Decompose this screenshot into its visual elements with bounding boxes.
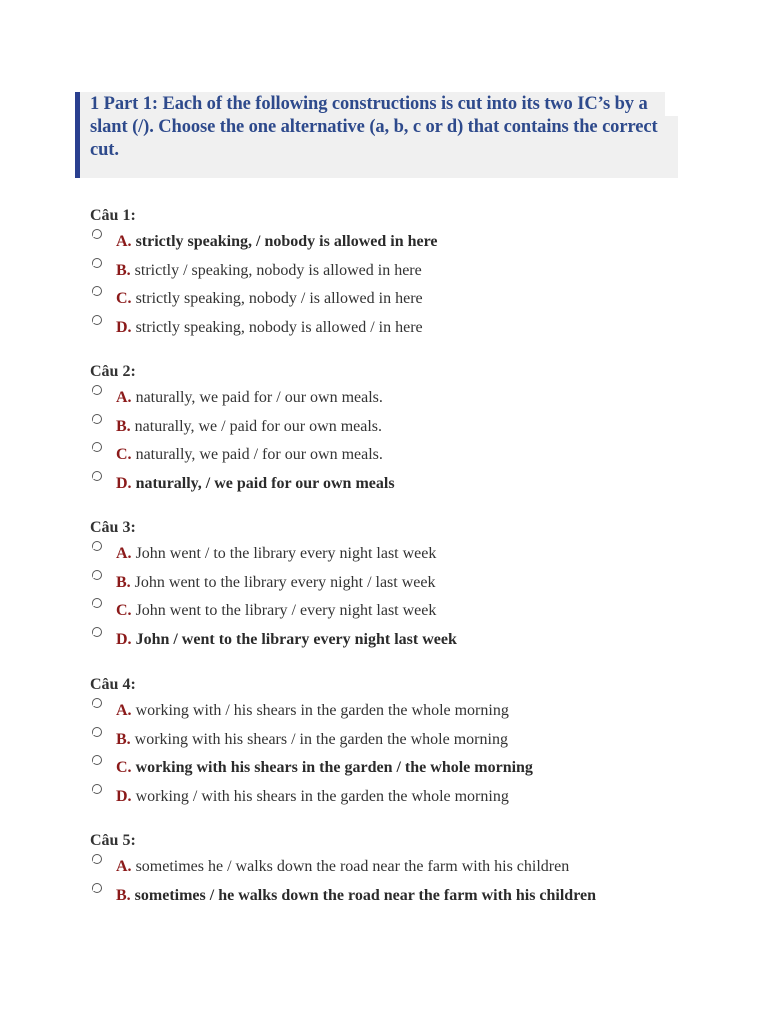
option-text xyxy=(116,758,533,778)
option-content: John went to the library / every night last week xyxy=(135,602,437,620)
option-letter: A. xyxy=(116,233,132,250)
option-content: naturally, / we paid for our own meals xyxy=(135,474,395,492)
option-c[interactable] xyxy=(90,289,750,318)
option-text xyxy=(116,232,438,252)
option-letter: C. xyxy=(116,290,132,308)
question-label: Câu 5: xyxy=(90,832,136,849)
radio-button-icon[interactable] xyxy=(92,883,102,893)
instruction-text: 1 Part 1: Each of the following constructions is cut into its two IC’s by a slant (/). Choose the one alternative (a, b, c or d) that contains the correct cut. xyxy=(90,94,658,160)
question-label: Câu 4: xyxy=(90,676,136,693)
option-letter: A. xyxy=(116,702,132,719)
option-c[interactable] xyxy=(90,601,750,630)
option-text xyxy=(116,857,569,877)
option-content: strictly / speaking, nobody is allowed in here xyxy=(134,261,422,279)
option-text xyxy=(116,573,435,593)
radio-button-icon[interactable] xyxy=(92,727,102,737)
option-letter: A. xyxy=(116,389,132,406)
instruction-box-notch xyxy=(665,92,678,116)
radio-button-icon[interactable] xyxy=(92,541,102,551)
option-letter: D. xyxy=(116,318,132,336)
option-text xyxy=(116,787,509,807)
radio-button-icon[interactable] xyxy=(92,442,102,452)
radio-button-icon[interactable] xyxy=(92,258,102,268)
option-text xyxy=(116,261,422,281)
option-content: sometimes he / walks down the road near the farm with his children xyxy=(135,858,570,875)
option-text xyxy=(116,601,436,621)
option-content: naturally, we paid for / our own meals. xyxy=(135,389,383,406)
option-text xyxy=(116,701,509,721)
option-d[interactable] xyxy=(90,630,750,659)
option-text xyxy=(116,544,436,564)
option-letter: B. xyxy=(116,261,131,279)
option-b[interactable] xyxy=(90,573,750,602)
option-b[interactable] xyxy=(90,730,750,759)
option-letter: C. xyxy=(116,446,132,464)
option-a[interactable] xyxy=(90,232,750,261)
option-content: naturally, we paid / for our own meals. xyxy=(135,446,383,464)
radio-button-icon[interactable] xyxy=(92,229,102,239)
option-content: naturally, we / paid for our own meals. xyxy=(134,417,383,435)
option-letter: D. xyxy=(116,787,132,805)
option-letter: B. xyxy=(116,417,131,435)
option-text xyxy=(116,630,457,650)
option-content: strictly speaking, nobody is allowed / in here xyxy=(135,318,423,336)
option-text xyxy=(116,445,383,465)
radio-button-icon[interactable] xyxy=(92,414,102,424)
radio-button-icon[interactable] xyxy=(92,598,102,608)
option-b[interactable] xyxy=(90,417,750,446)
question-4 xyxy=(90,675,750,815)
option-content: strictly speaking, / nobody is allowed in here xyxy=(135,233,438,250)
radio-button-icon[interactable] xyxy=(92,315,102,325)
question-5 xyxy=(90,831,750,914)
option-text xyxy=(116,474,395,494)
option-a[interactable] xyxy=(90,701,750,730)
option-b[interactable] xyxy=(90,261,750,290)
option-letter: A. xyxy=(116,858,132,875)
option-content: John went / to the library every night last week xyxy=(135,545,437,562)
option-c[interactable] xyxy=(90,445,750,474)
option-text xyxy=(116,730,508,750)
question-label: Câu 2: xyxy=(90,363,136,380)
radio-button-icon[interactable] xyxy=(92,627,102,637)
option-content: sometimes / he walks down the road near the farm with his children xyxy=(134,886,597,904)
question-3 xyxy=(90,518,750,658)
option-content: John / went to the library every night last week xyxy=(135,630,457,648)
option-a[interactable] xyxy=(90,544,750,573)
radio-button-icon[interactable] xyxy=(92,286,102,296)
option-letter: D. xyxy=(116,474,132,492)
option-letter: D. xyxy=(116,630,132,648)
option-content: working / with his shears in the garden the whole morning xyxy=(135,787,509,805)
option-content: working with his shears in the garden / the whole morning xyxy=(135,759,533,777)
option-letter: C. xyxy=(116,602,132,620)
option-content: working with his shears / in the garden the whole morning xyxy=(134,730,508,748)
option-d[interactable] xyxy=(90,474,750,503)
option-text xyxy=(116,417,382,437)
option-content: strictly speaking, nobody / is allowed in here xyxy=(135,290,423,308)
option-d[interactable] xyxy=(90,787,750,816)
option-text xyxy=(116,388,383,408)
question-label: Câu 3: xyxy=(90,519,136,536)
option-content: John went to the library every night / last week xyxy=(134,573,436,591)
option-a[interactable] xyxy=(90,388,750,417)
radio-button-icon[interactable] xyxy=(92,570,102,580)
option-content: working with / his shears in the garden the whole morning xyxy=(135,702,509,719)
option-letter: B. xyxy=(116,730,131,748)
option-letter: B. xyxy=(116,573,131,591)
option-letter: A. xyxy=(116,545,132,562)
option-text xyxy=(116,318,423,338)
radio-button-icon[interactable] xyxy=(92,854,102,864)
question-1 xyxy=(90,206,750,346)
radio-button-icon[interactable] xyxy=(92,698,102,708)
option-text xyxy=(116,886,596,906)
option-letter: C. xyxy=(116,759,132,777)
radio-button-icon[interactable] xyxy=(92,755,102,765)
radio-button-icon[interactable] xyxy=(92,471,102,481)
option-d[interactable] xyxy=(90,318,750,347)
option-text xyxy=(116,289,423,309)
question-label: Câu 1: xyxy=(90,207,136,224)
option-letter: B. xyxy=(116,886,131,904)
radio-button-icon[interactable] xyxy=(92,385,102,395)
option-c[interactable] xyxy=(90,758,750,787)
question-2 xyxy=(90,362,750,502)
radio-button-icon[interactable] xyxy=(92,784,102,794)
option-a[interactable] xyxy=(90,857,750,886)
option-b[interactable] xyxy=(90,886,750,915)
